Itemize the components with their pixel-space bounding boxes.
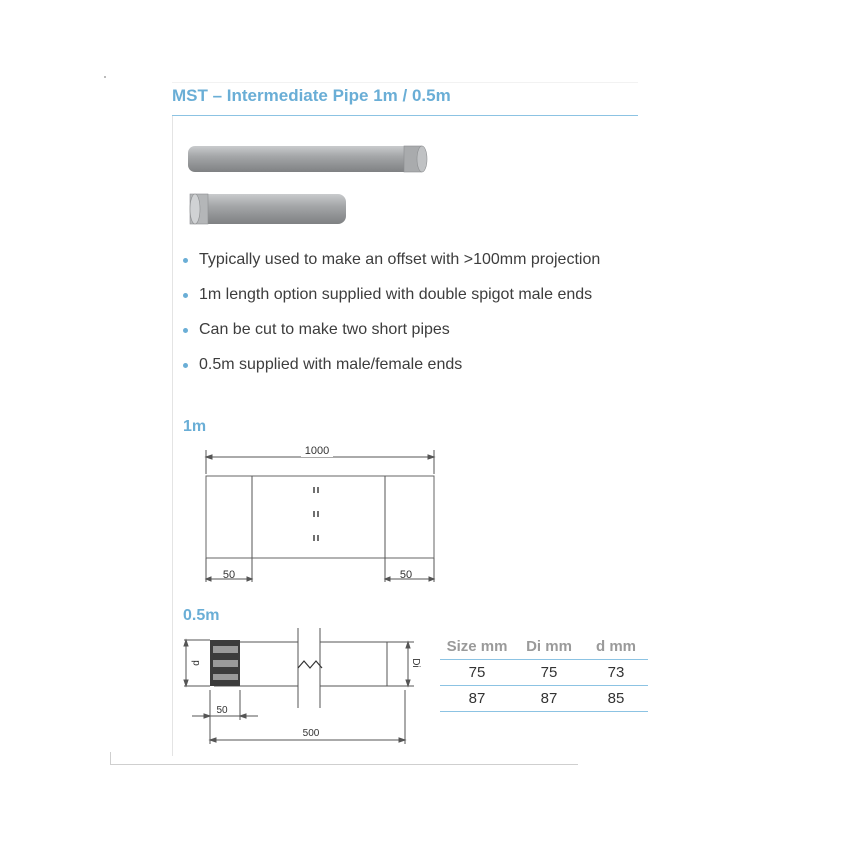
table-row — [440, 686, 648, 712]
title-divider — [172, 115, 638, 116]
bottom-divider — [110, 764, 578, 765]
left-divider — [172, 116, 173, 756]
list-item: 1m length option supplied with double spigot male ends — [180, 283, 620, 307]
table-header-row — [440, 633, 648, 660]
feature-list — [180, 248, 620, 388]
product-photo — [186, 142, 436, 230]
diagram-1m — [196, 440, 442, 590]
pipe-1m-photo — [188, 146, 427, 172]
dim-d-label: d — [191, 660, 202, 666]
dim-right-spigot: 50 — [399, 569, 413, 581]
page-mark — [104, 76, 106, 78]
col-header-di: Di mm — [526, 637, 572, 655]
diagram-05m — [176, 628, 422, 748]
list-item: Can be cut to make two short pipes — [180, 318, 620, 342]
bullet-dot — [183, 328, 188, 333]
table-cell: 87 — [514, 686, 584, 712]
dim-length-05m: 500 — [302, 728, 320, 739]
list-item: Typically used to make an offset with >100mm projection — [180, 248, 620, 272]
dim-spigot-05m: 50 — [216, 705, 228, 716]
table-cell: 75 — [440, 660, 514, 686]
list-item: 0.5m supplied with male/female ends — [180, 353, 620, 377]
top-border — [172, 82, 638, 83]
socket-end — [210, 640, 240, 686]
bullet-dot — [183, 293, 188, 298]
col-header-d: d mm — [595, 637, 636, 655]
pipe-05m-photo — [190, 194, 346, 224]
table-cell: 85 — [584, 686, 648, 712]
col-header-size: Size mm — [446, 637, 508, 655]
size-table — [440, 633, 648, 712]
table-cell: 87 — [440, 686, 514, 712]
dim-di-label: Di — [410, 658, 421, 668]
section-label-1m: 1m — [183, 418, 207, 435]
bullet-dot — [183, 363, 188, 368]
page-title: MST – Intermediate Pipe 1m / 0.5m — [172, 86, 451, 105]
bottom-corner-mark — [110, 752, 111, 764]
table-cell: 75 — [514, 660, 584, 686]
dim-length-1m: 1000 — [304, 445, 330, 457]
dim-left-spigot: 50 — [222, 569, 236, 581]
bullet-dot — [183, 258, 188, 263]
table-cell: 73 — [584, 660, 648, 686]
table-row — [440, 660, 648, 686]
section-label-05m: 0.5m — [183, 607, 220, 624]
